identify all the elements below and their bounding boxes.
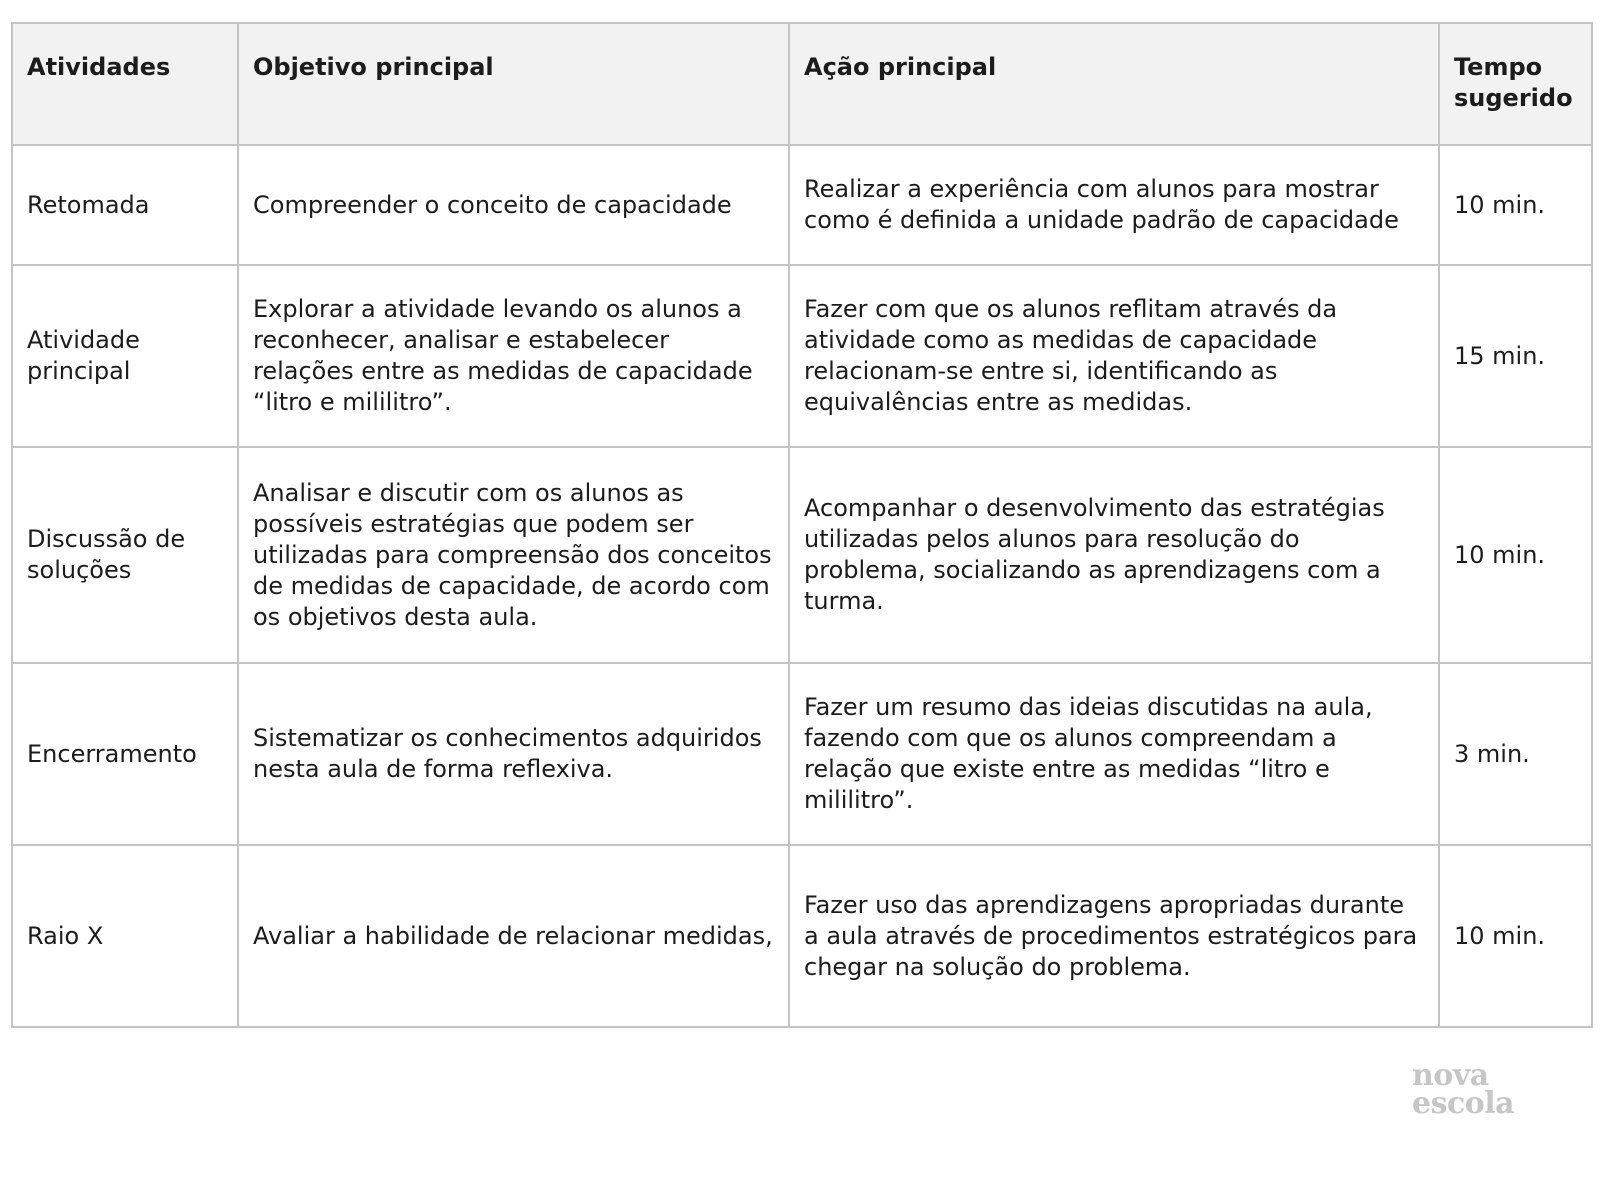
header-objetivo-principal: Objetivo principal bbox=[238, 23, 789, 145]
cell-tempo: 10 min. bbox=[1439, 145, 1592, 265]
cell-tempo: 10 min. bbox=[1439, 845, 1592, 1027]
table-row bbox=[12, 265, 1592, 447]
cell-acao: Fazer com que os alunos reflitam através da atividade como as medidas de capacidade relacionam-se entre si, identificando as equivalências entre as medidas. bbox=[789, 265, 1439, 447]
table-row bbox=[12, 447, 1592, 663]
cell-atividade: Raio X bbox=[12, 845, 238, 1027]
logo-line-escola: escola bbox=[1412, 1086, 1515, 1121]
cell-atividade: Retomada bbox=[12, 145, 238, 265]
header-tempo-sugerido: Tempo sugerido bbox=[1439, 23, 1592, 145]
cell-atividade: Encerramento bbox=[12, 663, 238, 845]
table-row bbox=[12, 663, 1592, 845]
table-header-row bbox=[12, 23, 1592, 145]
cell-acao: Realizar a experiência com alunos para mostrar como é definida a unidade padrão de capacidade bbox=[789, 145, 1439, 265]
cell-atividade: Discussão de soluções bbox=[12, 447, 238, 663]
cell-acao: Acompanhar o desenvolvimento das estratégias utilizadas pelos alunos para resolução do problema, socializando as aprendizagens com a turma. bbox=[789, 447, 1439, 663]
logo-line-nova: nova bbox=[1412, 1058, 1489, 1093]
cell-objetivo: Sistematizar os conhecimentos adquiridos nesta aula de forma reflexiva. bbox=[238, 663, 789, 845]
cell-tempo: 3 min. bbox=[1439, 663, 1592, 845]
nova-escola-logo bbox=[1412, 1058, 1532, 1121]
table-row bbox=[12, 845, 1592, 1027]
cell-acao: Fazer uso das aprendizagens apropriadas durante a aula através de procedimentos estratégicos para chegar na solução do problema. bbox=[789, 845, 1439, 1027]
header-acao-principal: Ação principal bbox=[789, 23, 1439, 145]
table-row bbox=[12, 145, 1592, 265]
cell-atividade: Atividade principal bbox=[12, 265, 238, 447]
cell-tempo: 10 min. bbox=[1439, 447, 1592, 663]
cell-objetivo: Analisar e discutir com os alunos as possíveis estratégias que podem ser utilizadas para compreensão dos conceitos de medidas de capacidade, de acordo com os objetivos desta aula. bbox=[238, 447, 789, 663]
cell-acao: Fazer um resumo das ideias discutidas na aula, fazendo com que os alunos compreendam a relação que existe entre as medidas “litro e mililitro”. bbox=[789, 663, 1439, 845]
cell-objetivo: Avaliar a habilidade de relacionar medidas, bbox=[238, 845, 789, 1027]
header-atividades: Atividades bbox=[12, 23, 238, 145]
lesson-plan-table bbox=[11, 22, 1593, 1028]
cell-objetivo: Compreender o conceito de capacidade bbox=[238, 145, 789, 265]
cell-tempo: 15 min. bbox=[1439, 265, 1592, 447]
cell-objetivo: Explorar a atividade levando os alunos a reconhecer, analisar e estabelecer relações entre as medidas de capacidade “litro e mililitro”. bbox=[238, 265, 789, 447]
